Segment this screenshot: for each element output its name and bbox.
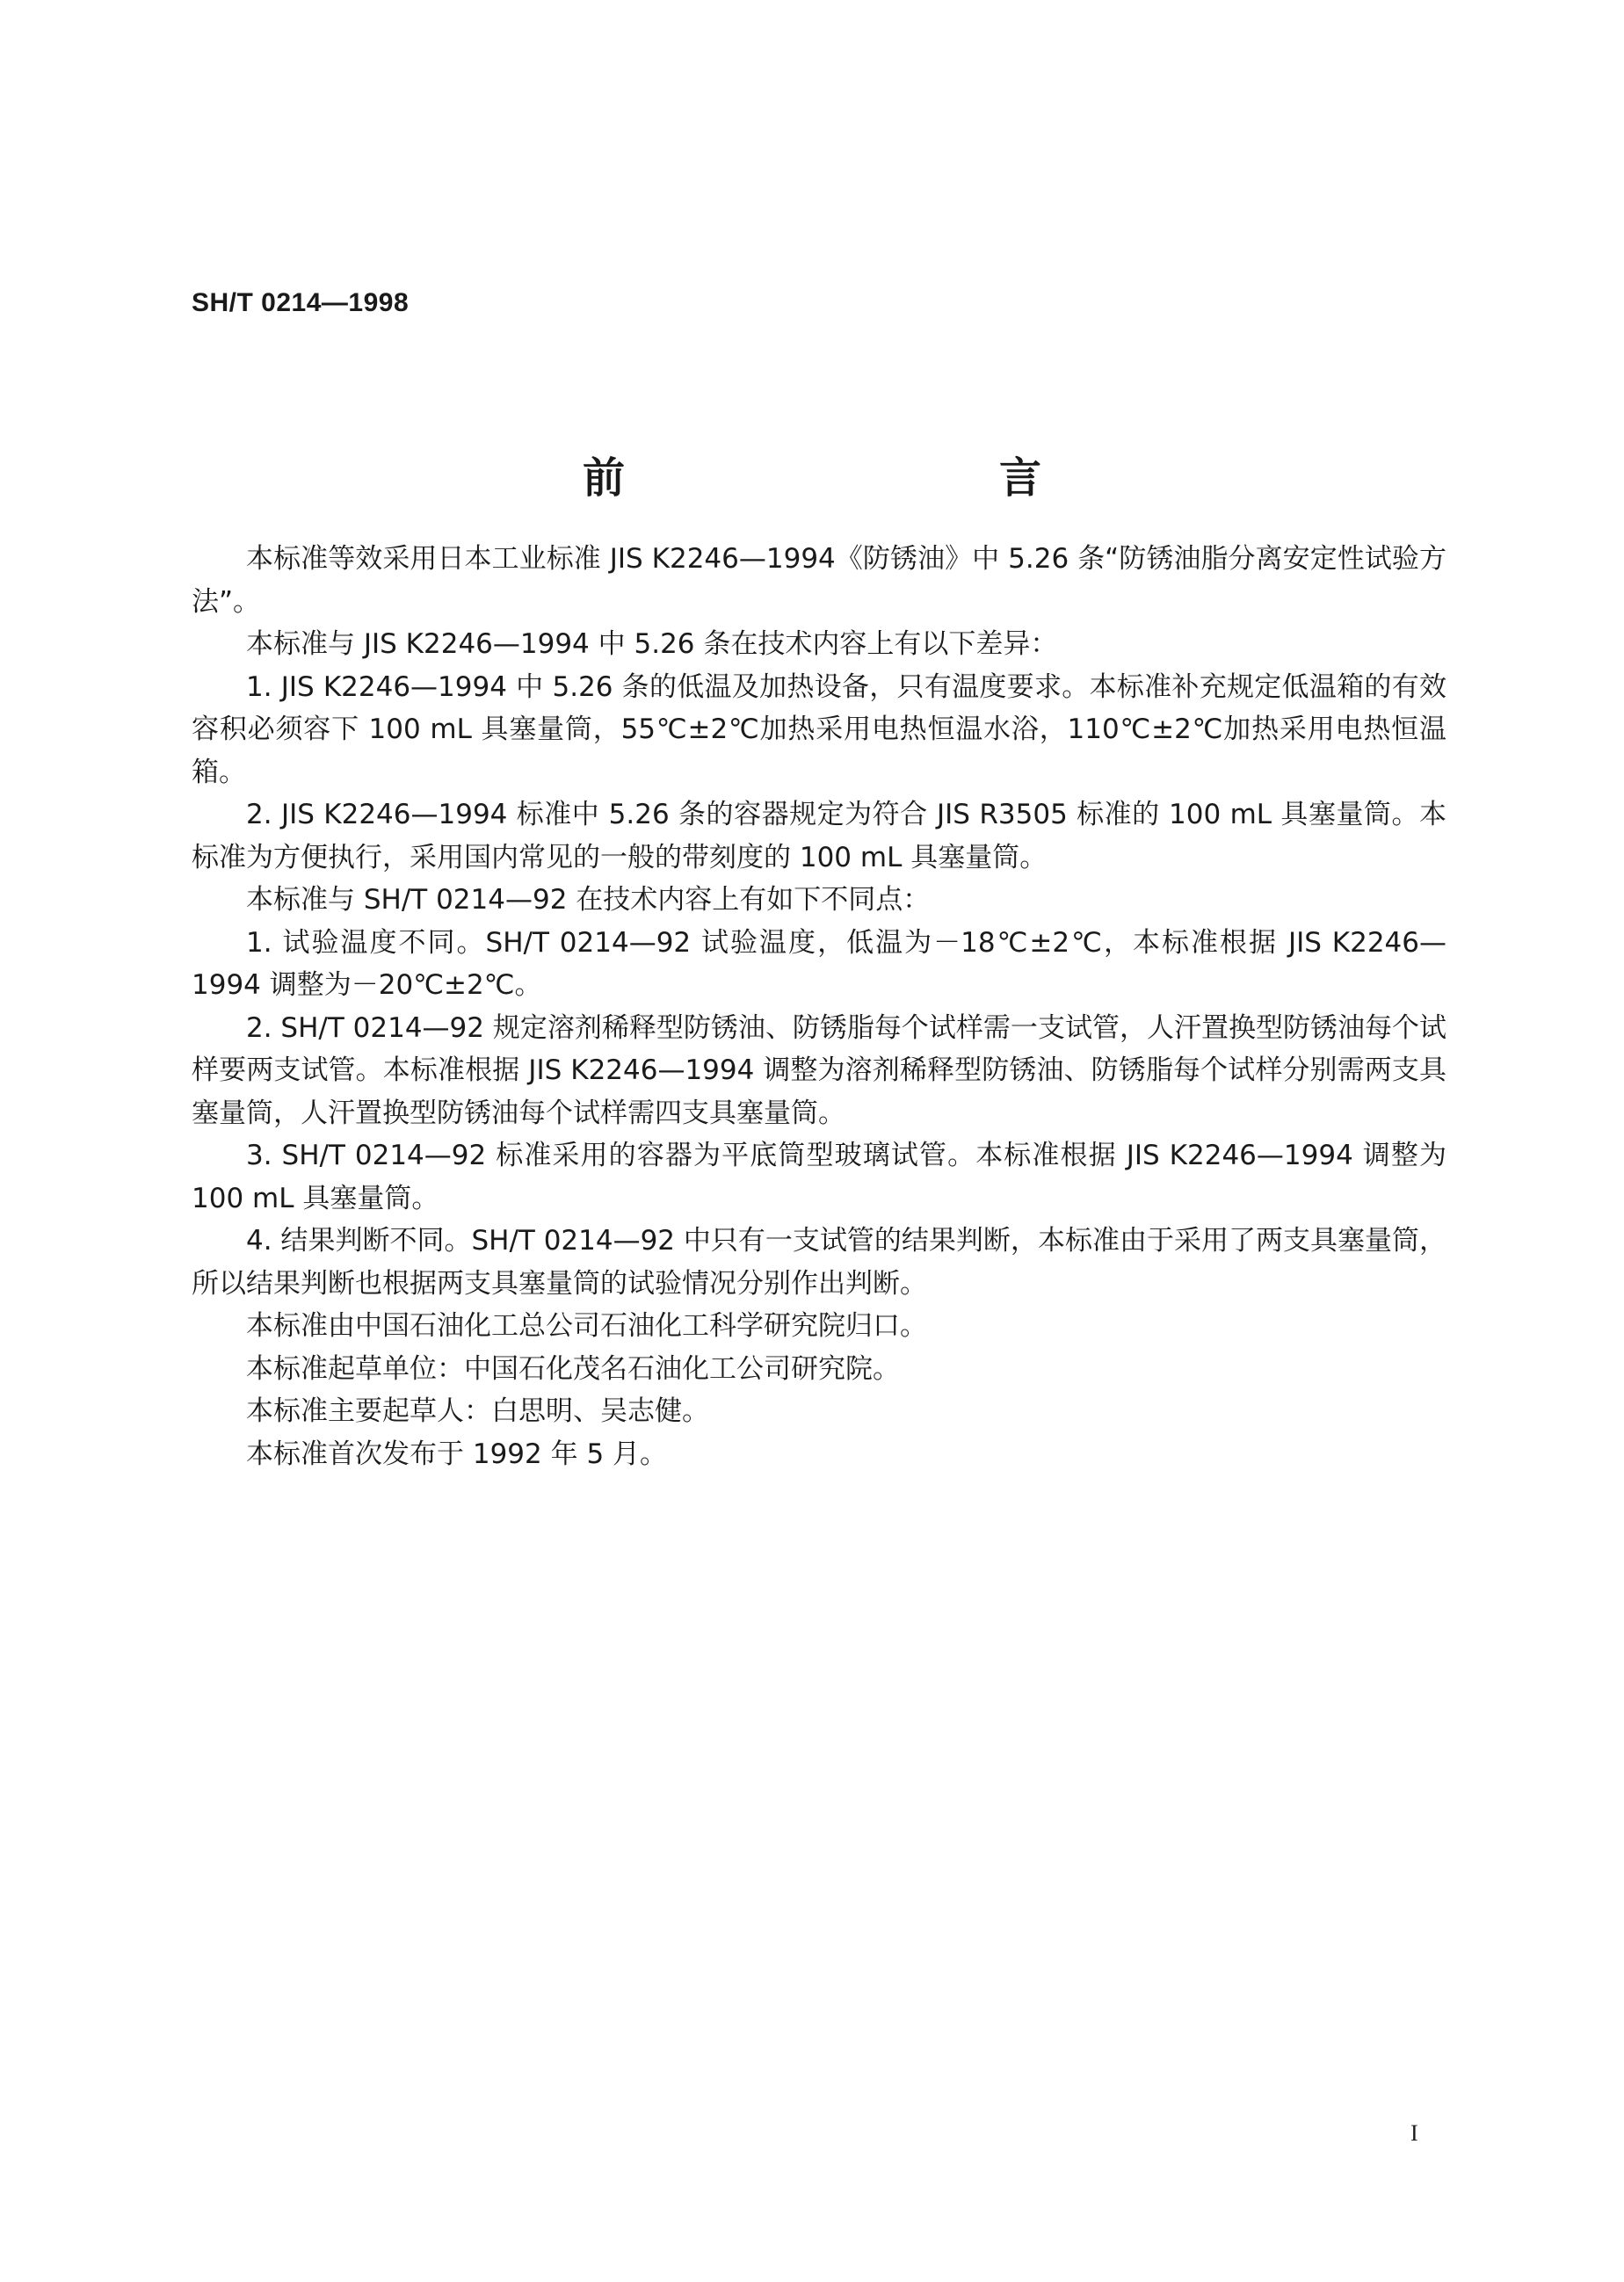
paragraph: 本标准主要起草人：白思明、吴志健。 <box>246 1395 709 1427</box>
paragraph: 本标准起草单位：中国石化茂名石油化工公司研究院。 <box>246 1352 900 1385</box>
page-number: I <box>1410 2120 1418 2146</box>
paragraph: 本标准由中国石油化工总公司石油化工科学研究院归口。 <box>246 1310 927 1342</box>
paragraph: 本标准与 JIS K2246—1994 中 5.26 条在技术内容上有以下差异： <box>246 628 1058 660</box>
paragraph: 本标准等效采用日本工业标准 JIS K2246—1994《防锈油》中 5.26 条“防锈油脂分离安定性试验方法”。 <box>192 543 1446 618</box>
paragraph: 本标准首次发布于 1992 年 5 月。 <box>246 1438 668 1470</box>
body-text <box>192 538 1446 1475</box>
paragraph: 3. SH/T 0214—92 标准采用的容器为平底筒型玻璃试管。本标准根据 JIS K2246—1994 调整为 100 mL 具塞量筒。 <box>192 1140 1446 1214</box>
paragraph: 4. 结果判断不同。SH/T 0214—92 中只有一支试管的结果判断，本标准由于采用了两支具塞量筒，所以结果判断也根据两支具塞量筒的试验情况分别作出判断。 <box>192 1225 1446 1300</box>
paragraph: 1. JIS K2246—1994 中 5.26 条的低温及加热设备，只有温度要求。本标准补充规定低温箱的有效容积必须容下 100 mL 具塞量筒，55℃±2℃加热采用电热恒温水浴，110℃±2℃加热采用电热恒温箱。 <box>192 670 1446 788</box>
standard-code: SH/T 0214—1998 <box>192 288 410 317</box>
paragraph: 2. SH/T 0214—92 规定溶剂稀释型防锈油、防锈脂每个试样需一支试管，人汗置换型防锈油每个试样要两支试管。本标准根据 JIS K2246—1994 调整为溶剂稀释型防锈油、防锈脂每个试样分别需两支具塞量筒，人汗置换型防锈油每个试样需四支具塞量筒。 <box>192 1011 1446 1129</box>
page-title: 前 言 <box>582 453 1138 503</box>
paragraph: 本标准与 SH/T 0214—92 在技术内容上有如下不同点： <box>246 884 931 916</box>
paragraph: 2. JIS K2246—1994 标准中 5.26 条的容器规定为符合 JIS R3505 标准的 100 mL 具塞量筒。本标准为方便执行，采用国内常见的一般的带刻度的 100 mL 具塞量筒。 <box>192 799 1446 873</box>
paragraph: 1. 试验温度不同。SH/T 0214—92 试验温度，低温为－18℃±2℃，本标准根据 JIS K2246—1994 调整为－20℃±2℃。 <box>192 926 1446 1001</box>
